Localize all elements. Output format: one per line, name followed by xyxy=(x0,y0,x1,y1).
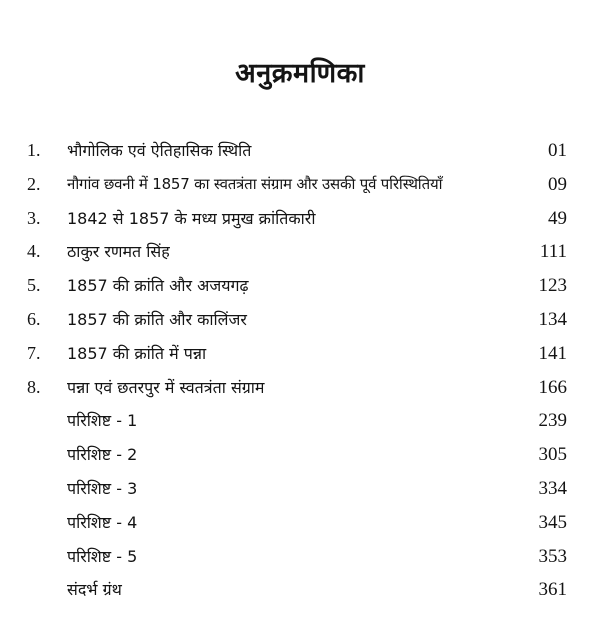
toc-entry xyxy=(0,235,600,269)
entry-title: नौगांव छवनी में 1857 का स्वतत्रंता संग्राम और उसकी पूर्व परिस्थितियाँ xyxy=(67,174,443,193)
entry-title: ठाकुर रणमत सिंह xyxy=(67,242,170,262)
toc-entry xyxy=(0,540,600,574)
entry-title: 1857 की क्रांति और कालिंजर xyxy=(67,309,247,329)
toc-entry xyxy=(0,438,600,472)
entry-number: 2. xyxy=(27,173,41,194)
entry-title: परिशिष्ट - 5 xyxy=(67,546,138,566)
entry-title: संदर्भ ग्रंथ xyxy=(67,580,122,600)
entry-title: 1857 की क्रांति और अजयगढ़ xyxy=(67,276,249,296)
entry-number: 6. xyxy=(27,308,41,329)
entry-title: परिशिष्ट - 4 xyxy=(67,512,138,532)
entry-page: 123 xyxy=(538,275,567,297)
toc-entry xyxy=(0,134,600,168)
toc-entry xyxy=(0,303,600,337)
toc-entry xyxy=(0,168,600,202)
entry-page: 141 xyxy=(538,342,567,364)
entry-title: भौगोलिक एवं ऐतिहासिक स्थिति xyxy=(67,141,252,160)
entry-page: 01 xyxy=(548,140,567,161)
toc-entry xyxy=(0,472,600,506)
toc-entry xyxy=(0,573,600,607)
entry-title: परिशिष्ट - 1 xyxy=(67,411,138,431)
entry-page: 353 xyxy=(538,545,567,567)
entry-number: 8. xyxy=(27,376,41,397)
entry-number: 7. xyxy=(27,342,41,363)
entry-title: परिशिष्ट - 2 xyxy=(67,445,138,465)
toc-list xyxy=(0,134,600,607)
toc-entry xyxy=(0,202,600,236)
entry-page: 239 xyxy=(538,410,567,432)
entry-page: 166 xyxy=(538,376,567,398)
entry-number: 1. xyxy=(27,140,41,160)
entry-page: 361 xyxy=(538,579,567,601)
toc-entry xyxy=(0,269,600,303)
entry-page: 111 xyxy=(539,241,567,263)
entry-page: 09 xyxy=(548,173,567,195)
entry-page: 305 xyxy=(538,444,567,466)
entry-page: 134 xyxy=(538,308,567,330)
entry-title: पन्ना एवं छतरपुर में स्वतत्रंता संग्राम xyxy=(67,377,265,397)
toc-entry xyxy=(0,404,600,438)
entry-title: 1842 से 1857 के मध्य प्रमुख क्रांतिकारी xyxy=(67,208,316,228)
toc-entry xyxy=(0,371,600,405)
page-title: अनुक्रमणिका xyxy=(235,58,365,89)
entry-title: 1857 की क्रांति में पन्ना xyxy=(67,343,207,363)
toc-entry xyxy=(0,506,600,540)
entry-page: 345 xyxy=(538,511,567,533)
entry-page: 334 xyxy=(538,477,567,499)
entry-number: 4. xyxy=(27,241,41,262)
entry-number: 5. xyxy=(27,275,41,296)
toc-entry xyxy=(0,337,600,371)
entry-number: 3. xyxy=(27,207,41,228)
entry-title: परिशिष्ट - 3 xyxy=(67,478,138,498)
entry-page: 49 xyxy=(548,207,567,229)
